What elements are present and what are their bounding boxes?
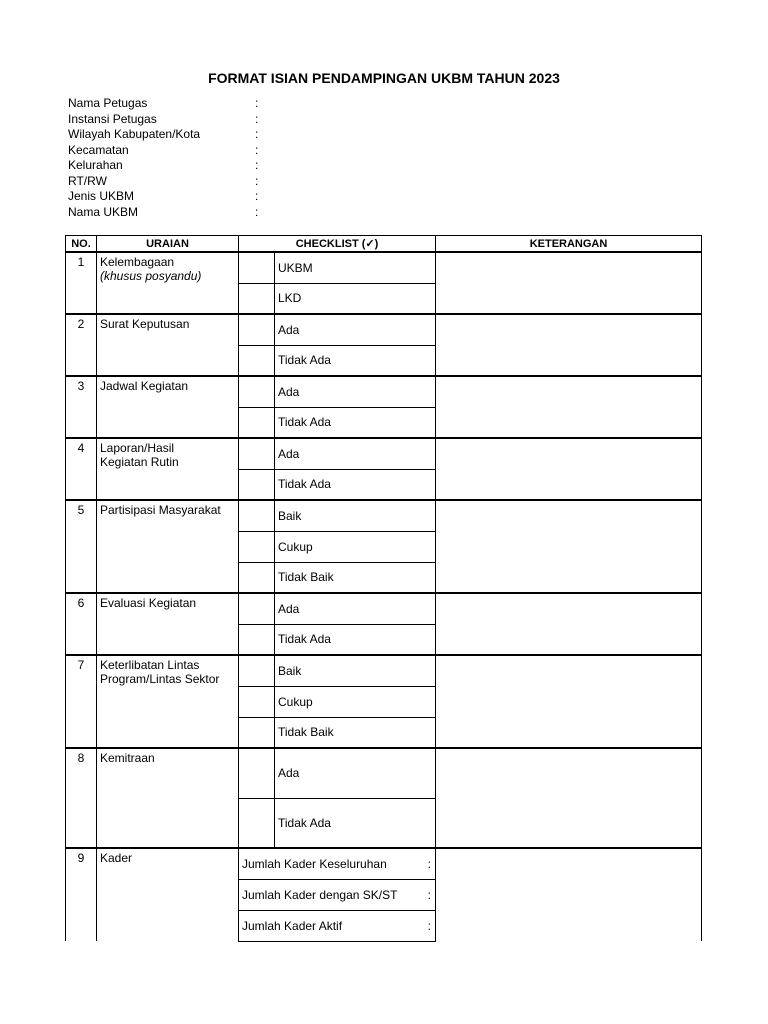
header-no: NO. bbox=[66, 236, 97, 253]
option-label: Tidak Ada bbox=[275, 624, 436, 655]
keterangan-cell[interactable] bbox=[436, 314, 702, 376]
row-number: 7 bbox=[66, 655, 97, 748]
kader-count-label: Jumlah Kader dengan SK/ST bbox=[242, 887, 398, 902]
field-label: Kecamatan bbox=[68, 142, 129, 157]
checkbox-cell[interactable] bbox=[239, 314, 275, 345]
option-label: Ada bbox=[275, 314, 436, 345]
field-colon: : bbox=[255, 142, 259, 157]
option-label: Ada bbox=[275, 748, 436, 798]
checkbox-cell[interactable] bbox=[239, 562, 275, 593]
field-label: Wilayah Kabupaten/Kota bbox=[68, 127, 201, 141]
option-label: Ada bbox=[275, 593, 436, 624]
checkbox-cell[interactable] bbox=[239, 655, 275, 686]
row-number: 6 bbox=[66, 593, 97, 655]
header-checklist: CHECKLIST (✓) bbox=[239, 236, 436, 253]
kader-count-field[interactable] bbox=[239, 848, 436, 879]
option-label: Ada bbox=[275, 376, 436, 407]
field-colon: : bbox=[255, 96, 259, 110]
row-uraian: Jadwal Kegiatan bbox=[97, 376, 239, 438]
table-row bbox=[66, 655, 702, 686]
table-header-row bbox=[66, 236, 702, 253]
keterangan-cell[interactable] bbox=[436, 655, 702, 748]
kader-count-colon: : bbox=[427, 856, 432, 871]
field-nama-petugas[interactable] bbox=[68, 96, 368, 112]
checkbox-cell[interactable] bbox=[239, 252, 275, 283]
kader-count-colon: : bbox=[427, 887, 432, 902]
checkbox-cell[interactable] bbox=[239, 283, 275, 314]
checkbox-cell[interactable] bbox=[239, 531, 275, 562]
row-uraian: Kemitraan bbox=[97, 748, 239, 848]
table-row bbox=[66, 314, 702, 345]
table-row bbox=[66, 376, 702, 407]
option-label: Tidak Ada bbox=[275, 407, 436, 438]
table-row bbox=[66, 252, 702, 283]
row-uraian: Evaluasi Kegiatan bbox=[97, 593, 239, 655]
checkbox-cell[interactable] bbox=[239, 717, 275, 748]
checkbox-cell[interactable] bbox=[239, 798, 275, 848]
row-number: 2 bbox=[66, 314, 97, 376]
keterangan-cell[interactable] bbox=[436, 438, 702, 500]
field-nama-ukbm[interactable] bbox=[68, 205, 368, 221]
row-uraian: Kader bbox=[97, 848, 239, 941]
row-uraian: Partisipasi Masyarakat bbox=[97, 500, 239, 593]
field-label: Kelurahan bbox=[68, 158, 123, 172]
table-row bbox=[66, 593, 702, 624]
table-row bbox=[66, 748, 702, 798]
field-jenis-ukbm[interactable] bbox=[68, 189, 368, 205]
uraian-note: (khusus posyandu) bbox=[100, 269, 202, 283]
uraian-text-line2: Program/Lintas Sektor bbox=[100, 672, 220, 686]
option-label: Tidak Baik bbox=[275, 717, 436, 748]
kader-count-field[interactable] bbox=[239, 910, 436, 941]
keterangan-cell[interactable] bbox=[436, 593, 702, 655]
checkbox-cell[interactable] bbox=[239, 407, 275, 438]
kader-count-colon: : bbox=[427, 918, 432, 933]
row-uraian: Surat Keputusan bbox=[97, 314, 239, 376]
keterangan-cell[interactable] bbox=[436, 500, 702, 593]
keterangan-cell[interactable] bbox=[436, 252, 702, 314]
field-colon: : bbox=[255, 111, 259, 126]
kader-count-label: Jumlah Kader Aktif bbox=[242, 918, 343, 933]
row-number: 1 bbox=[66, 252, 97, 314]
page-title: FORMAT ISIAN PENDAMPINGAN UKBM TAHUN 2023 bbox=[208, 70, 560, 86]
option-label: Tidak Ada bbox=[275, 798, 436, 848]
field-label: Instansi Petugas bbox=[68, 111, 157, 126]
header-keterangan: KETERANGAN bbox=[436, 236, 702, 253]
checkbox-cell[interactable] bbox=[239, 624, 275, 655]
keterangan-cell[interactable] bbox=[436, 848, 702, 941]
identity-fields bbox=[68, 96, 368, 220]
table-row bbox=[66, 438, 702, 469]
row-number: 9 bbox=[66, 848, 97, 941]
field-kelurahan[interactable] bbox=[68, 158, 368, 174]
row-uraian bbox=[97, 655, 239, 748]
checkbox-cell[interactable] bbox=[239, 469, 275, 500]
row-number: 5 bbox=[66, 500, 97, 593]
checkbox-cell[interactable] bbox=[239, 593, 275, 624]
option-label: UKBM bbox=[275, 252, 436, 283]
option-label: Baik bbox=[275, 500, 436, 531]
field-label: RT/RW bbox=[68, 173, 107, 188]
field-kecamatan[interactable] bbox=[68, 143, 368, 159]
field-colon: : bbox=[255, 189, 259, 203]
keterangan-cell[interactable] bbox=[436, 748, 702, 848]
uraian-text: Laporan/Hasil bbox=[100, 441, 175, 455]
kader-count-field[interactable] bbox=[239, 879, 436, 910]
field-colon: : bbox=[255, 127, 259, 141]
option-label: Tidak Ada bbox=[275, 345, 436, 376]
table-row bbox=[66, 500, 702, 531]
checkbox-cell[interactable] bbox=[239, 500, 275, 531]
checkbox-cell[interactable] bbox=[239, 438, 275, 469]
checkbox-cell[interactable] bbox=[239, 345, 275, 376]
checkbox-cell[interactable] bbox=[239, 686, 275, 717]
field-label: Nama UKBM bbox=[68, 204, 139, 219]
field-label: Nama Petugas bbox=[68, 96, 148, 110]
keterangan-cell[interactable] bbox=[436, 376, 702, 438]
row-number: 3 bbox=[66, 376, 97, 438]
uraian-text: Kelembagaan bbox=[100, 255, 175, 269]
option-label: Tidak Ada bbox=[275, 469, 436, 500]
checkbox-cell[interactable] bbox=[239, 748, 275, 798]
field-wilayah[interactable] bbox=[68, 127, 368, 143]
option-label: Ada bbox=[275, 438, 436, 469]
option-label: Tidak Baik bbox=[275, 562, 436, 593]
checklist-table bbox=[65, 235, 702, 942]
option-label: Cukup bbox=[275, 531, 436, 562]
field-instansi-petugas[interactable] bbox=[68, 112, 368, 128]
header-uraian: URAIAN bbox=[97, 236, 239, 253]
uraian-text-line2: Kegiatan Rutin bbox=[100, 455, 179, 469]
field-colon: : bbox=[255, 204, 259, 219]
field-colon: : bbox=[255, 158, 259, 172]
kader-count-label: Jumlah Kader Keseluruhan bbox=[242, 856, 387, 871]
row-number: 4 bbox=[66, 438, 97, 500]
row-number: 8 bbox=[66, 748, 97, 848]
field-label: Jenis UKBM bbox=[68, 189, 135, 203]
table-row bbox=[66, 848, 702, 879]
option-label: Baik bbox=[275, 655, 436, 686]
field-colon: : bbox=[255, 173, 259, 188]
option-label: Cukup bbox=[275, 686, 436, 717]
checkbox-cell[interactable] bbox=[239, 376, 275, 407]
row-uraian bbox=[97, 252, 239, 314]
option-label: LKD bbox=[275, 283, 436, 314]
row-uraian bbox=[97, 438, 239, 500]
uraian-text: Keterlibatan Lintas bbox=[100, 658, 200, 672]
field-rt-rw[interactable] bbox=[68, 174, 368, 190]
